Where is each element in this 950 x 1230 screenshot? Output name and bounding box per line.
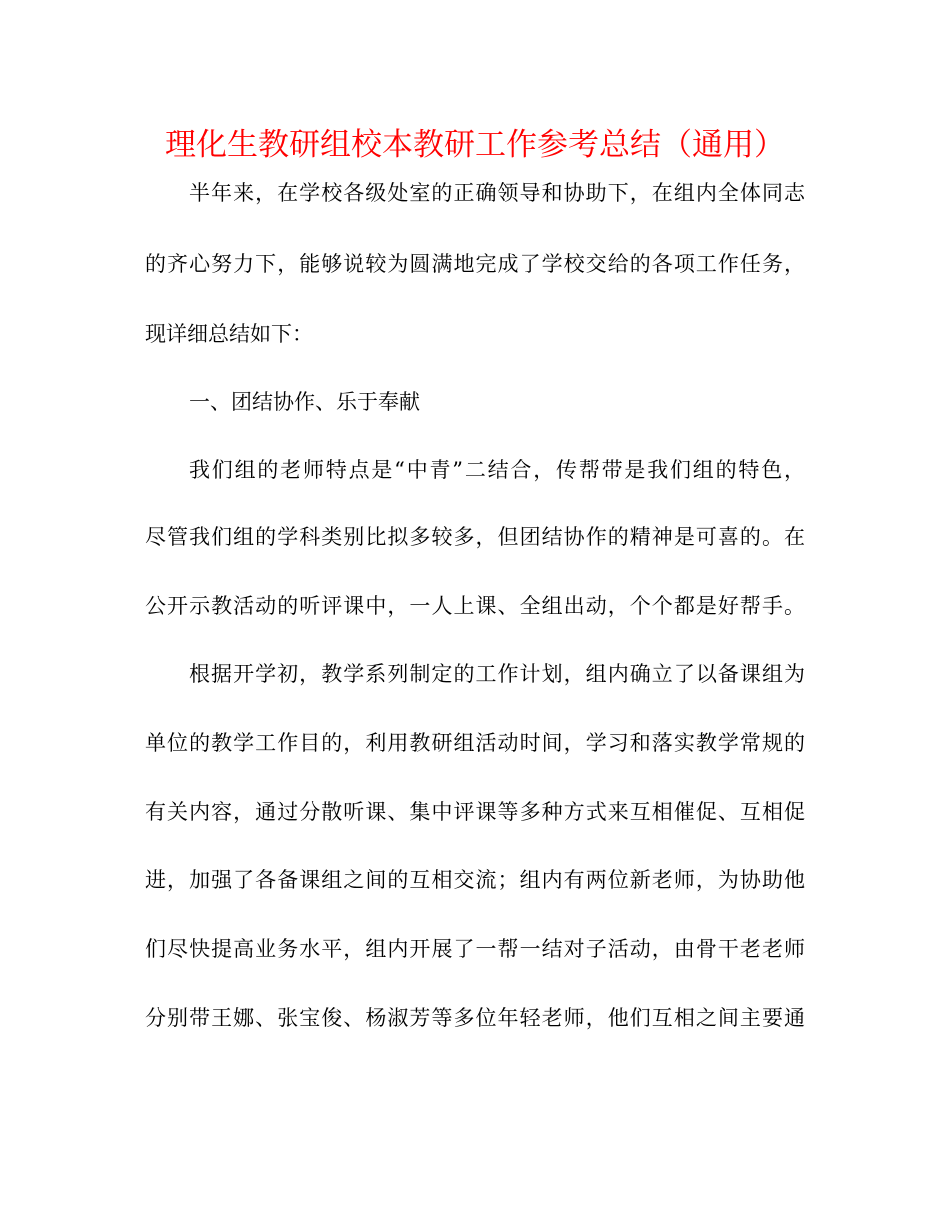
paragraph-line: 有关内容，通过分散听课、集中评课等多种方式来互相催促、互相促: [145, 800, 805, 824]
paragraph-line: 单位的教学工作目的，利用教研组活动时间，学习和落实教学常规的: [145, 731, 805, 755]
section-heading: 一、团结协作、乐于奉献: [189, 390, 420, 414]
document-title: 理化生教研组校本教研工作参考总结（通用）: [165, 127, 785, 163]
paragraph-line: 半年来，在学校各级处室的正确领导和协助下，在组内全体同志: [189, 181, 805, 205]
paragraph-line: 分别带王娜、张宝俊、杨淑芳等多位年轻老师，他们互相之间主要通: [145, 1006, 805, 1030]
paragraph-line: 现详细总结如下：: [145, 322, 313, 346]
paragraph-line: 根据开学初，教学系列制定的工作计划，组内确立了以备课组为: [189, 662, 805, 686]
paragraph-line: 进，加强了各备课组之间的互相交流；组内有两位新老师，为协助他: [145, 868, 805, 892]
paragraph-line: 们尽快提高业务水平，组内开展了一帮一结对子活动，由骨干老老师: [145, 937, 805, 961]
paragraph-line: 我们组的老师特点是“中青”二结合，传帮带是我们组的特色，: [189, 458, 805, 482]
paragraph-line: 尽管我们组的学科类别比拟多较多，但团结协作的精神是可喜的。在: [145, 525, 805, 549]
paragraph-line: 公开示教活动的听评课中，一人上课、全组出动，个个都是好帮手。: [145, 594, 805, 618]
paragraph-line: 的齐心努力下，能够说较为圆满地完成了学校交给的各项工作任务，: [145, 252, 805, 276]
